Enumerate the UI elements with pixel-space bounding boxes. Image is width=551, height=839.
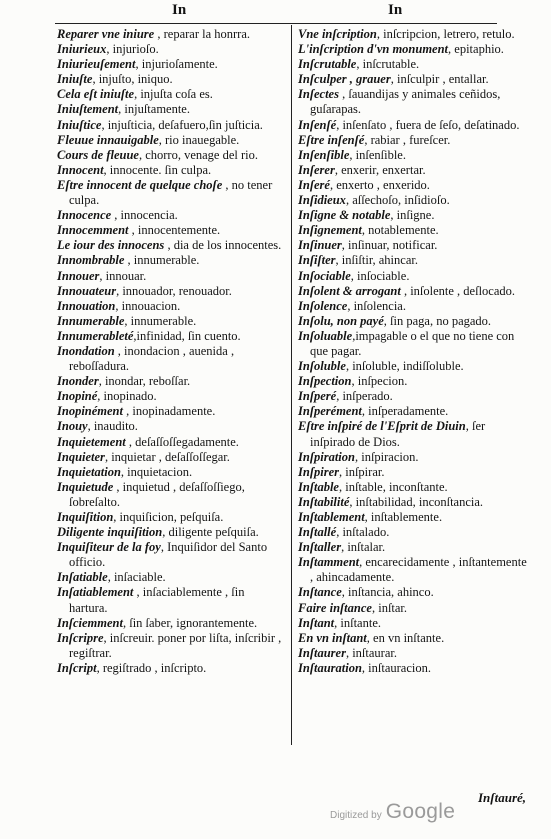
entry-headword: Inquiſition [57, 510, 114, 524]
entry-definition: , inquiſicion, peſquiſa. [113, 510, 224, 524]
entry-definition: , ſin ſaber, ignorantemente. [122, 615, 258, 630]
entry-definition: , innumerable. [124, 313, 197, 328]
entry-definition: , inſperadamente. [361, 404, 449, 419]
entry-headword: Inſectes [298, 87, 339, 102]
dictionary-entry [57, 631, 286, 661]
entry-headword: Inquieter [57, 449, 105, 464]
entry-definition: , encarecidamente , inſtantemente , ahincadamente. [310, 555, 527, 585]
entry-headword: Innouation [57, 298, 116, 313]
entry-headword: Inopinément [57, 404, 123, 419]
entry-headword: Fleuue innauigable [57, 132, 159, 147]
dictionary-entry [298, 450, 530, 465]
entry-definition: , inaudito. [87, 419, 138, 434]
dictionary-entry [57, 480, 286, 510]
entry-headword: Inondation [57, 343, 115, 358]
entry-headword: Inquietation [57, 464, 121, 479]
dictionary-entry [298, 178, 530, 193]
entry-headword: L'inſcription d'vn monument [298, 42, 449, 57]
dictionary-entry [57, 253, 286, 268]
entry-definition: , Inquiſidor del Santo officio. [69, 540, 268, 570]
entry-headword: Inouy [57, 419, 88, 434]
entry-definition: , inſcreuir. poner por liſta, inſcribir , regiſtrar. [69, 630, 282, 660]
entry-headword: Innocent [57, 162, 104, 177]
entry-definition: , innouacion. [115, 298, 181, 313]
entry-headword: Innouateur [57, 283, 117, 298]
dictionary-entry [298, 404, 530, 419]
entry-headword: Innumerable [57, 313, 125, 328]
dictionary-entry [298, 525, 530, 540]
entry-headword: Inſperé [298, 389, 337, 404]
dictionary-entry [298, 27, 530, 42]
dictionary-entry [298, 585, 530, 600]
dictionary-entry [298, 148, 530, 163]
entry-headword: Innumerableté [57, 328, 134, 343]
entry-headword: Inſcrutable [298, 57, 357, 72]
dictionary-entry [298, 87, 530, 117]
dictionary-entry [298, 510, 530, 525]
entry-definition: ,infinidad, ſin cuento. [133, 328, 241, 343]
entry-headword: Inſtallé [298, 525, 337, 540]
entry-headword: Reparer vne iniure [57, 27, 155, 41]
entry-definition: , innouador, renouador. [116, 283, 232, 298]
entry-definition: , inondacion , auenida , reboſſadura. [69, 343, 235, 374]
entry-definition: , inſtablemente. [364, 510, 443, 524]
entry-headword: Eſtre inſpiré de l'Eſprit de Diuin [298, 419, 466, 434]
dictionary-entry [298, 193, 530, 208]
dictionary-entry [57, 450, 286, 465]
entry-headword: Inſolent & arrogant [298, 283, 401, 298]
entry-definition: , inſperado. [336, 389, 393, 404]
entry-headword: Inſperément [298, 404, 362, 419]
dictionary-entry [57, 72, 286, 87]
entry-definition: , injuſta coſa es. [134, 87, 213, 102]
entry-definition: , inſcrutable. [356, 57, 420, 72]
dictionary-entry [298, 555, 530, 585]
dictionary-entry [298, 616, 530, 631]
entry-headword: Inſpection [298, 374, 352, 389]
dictionary-entry [57, 419, 286, 434]
entry-headword: Iniurieuſement [57, 57, 136, 72]
entry-definition: , inſenſato , fuera de ſeſo, deſatinado. [336, 117, 520, 132]
entry-definition: , chorro, venage del rio. [138, 147, 259, 162]
running-head-left: In [172, 2, 187, 18]
entry-definition: , enxerir, enxertar. [334, 162, 426, 177]
entry-headword: Faire inſtance [298, 600, 372, 615]
entry-definition: , inſtalar. [341, 540, 386, 555]
entry-headword: Inſtaurer [298, 645, 346, 660]
entry-definition: , injuſticia, deſafuero,ſin juſticia. [101, 117, 263, 132]
entry-headword: Innocence [57, 208, 112, 223]
dictionary-entry [57, 616, 286, 631]
entry-headword: Inopiné [57, 389, 98, 404]
entry-headword: Iniuſtement [57, 102, 119, 117]
entry-definition: , inſtancia, ahinco. [341, 585, 434, 600]
google-logo: Google [385, 800, 456, 823]
dictionary-entry [298, 646, 530, 661]
entry-headword: Inſtablement [298, 510, 365, 524]
entry-definition: , regiſtrado , inſcripto. [96, 660, 207, 675]
dictionary-entry [298, 419, 530, 449]
entry-definition: , rio inauegable. [158, 132, 240, 147]
dictionary-entry [298, 631, 530, 646]
dictionary-entry [298, 299, 530, 314]
dictionary-entry [57, 238, 286, 253]
entry-headword: Eſtre innocent de quelque choſe [57, 177, 223, 192]
entry-definition: , innocente. ſin culpa. [103, 162, 212, 177]
dictionary-entry [298, 314, 530, 329]
dictionary-entry [57, 102, 286, 117]
left-column [57, 27, 286, 676]
entry-definition: , aſſechoſo, inſidioſo. [345, 193, 450, 208]
column-divider [291, 25, 292, 745]
entry-headword: Inſcripre [57, 630, 104, 645]
dictionary-entry [57, 42, 286, 57]
dictionary-entry [57, 585, 286, 615]
dictionary-entry [57, 163, 286, 178]
entry-definition: , inſaciable. [107, 570, 166, 585]
dictionary-entry [57, 269, 286, 284]
dictionary-entry [57, 208, 286, 223]
entry-definition: , inopinado. [97, 389, 157, 404]
entry-definition: ,impagable o el que no tiene con que pagar. [310, 328, 515, 358]
entry-definition: , inſociable. [350, 268, 410, 283]
dictionary-entry [298, 238, 530, 253]
entry-definition: , epitaphio. [448, 42, 504, 57]
dictionary-entry [57, 389, 286, 404]
entry-headword: Inſtance [298, 585, 342, 600]
entry-definition: , inſpiracion. [354, 449, 419, 464]
dictionary-entry [57, 329, 286, 344]
entry-definition: , injuſto, iniquo. [92, 72, 173, 87]
entry-definition: , inſtalado. [336, 525, 390, 540]
dictionary-entry [298, 601, 530, 616]
entry-definition: , injurioſamente. [135, 57, 218, 72]
entry-definition: , inſtaurar. [345, 645, 397, 660]
entry-definition: , inſoluble, indiſſoluble. [345, 359, 464, 374]
entry-headword: Inſigne & notable [298, 208, 391, 223]
entry-definition: , innumerable. [124, 253, 200, 268]
entry-definition: , no tener culpa. [69, 177, 273, 208]
entry-headword: Inſenſible [298, 147, 350, 162]
entry-headword: Iniuſtice [57, 117, 102, 132]
dictionary-entry [57, 465, 286, 480]
dictionary-entry [57, 374, 286, 389]
dictionary-entry [57, 435, 286, 450]
dictionary-entry [57, 57, 286, 72]
dictionary-entry [57, 178, 286, 208]
entry-definition: , inſculpir , entallar. [390, 72, 489, 87]
entry-headword: Inſiſter [298, 253, 336, 268]
dictionary-entry [57, 344, 286, 374]
entry-definition: , ſin paga, no pagado. [383, 313, 492, 328]
dictionary-entry [298, 208, 530, 223]
dictionary-entry [298, 284, 530, 299]
entry-definition: , inſtabilidad, inconſtancia. [349, 494, 484, 509]
entry-headword: Inſoluable [298, 328, 353, 343]
entry-definition: , inſpirar. [338, 464, 385, 479]
entry-headword: Inſatiable [57, 570, 108, 585]
entry-headword: Inſociable [298, 268, 351, 283]
entry-definition: , innocencia. [111, 208, 178, 223]
entry-definition: , diligente peſquiſa. [162, 525, 259, 540]
header-rule [55, 23, 497, 24]
entry-definition: , injurioſo. [106, 42, 159, 57]
entry-definition: , inſaciablemente , ſin hartura. [69, 585, 245, 615]
dictionary-entry [57, 284, 286, 299]
dictionary-entry [298, 359, 530, 374]
entry-headword: Inſoluble [298, 359, 346, 374]
dictionary-entry [298, 480, 530, 495]
entry-definition: , rabiar , fureſcer. [364, 132, 451, 147]
dictionary-entry [298, 661, 530, 676]
entry-headword: Inſeré [298, 177, 330, 192]
entry-definition: , inſenſible. [349, 147, 406, 162]
dictionary-entry [57, 148, 286, 163]
entry-headword: Iniurieux [57, 42, 107, 57]
entry-headword: Inſidieux [298, 193, 346, 208]
entry-definition: , innouar. [99, 268, 147, 283]
dictionary-entry [298, 118, 530, 133]
entry-headword: Inſtable [298, 479, 339, 494]
entry-headword: Inſtabilité [298, 494, 350, 509]
entry-definition: , inondar, reboſſar. [98, 374, 191, 389]
dictionary-entry [57, 314, 286, 329]
entry-headword: Le iour des innocens [57, 238, 165, 253]
entry-definition: , inſtante. [334, 615, 382, 630]
entry-headword: En vn inſtant [298, 630, 367, 645]
dictionary-entry [298, 374, 530, 389]
entry-definition: , notablemente. [361, 223, 439, 238]
entry-headword: Inſtant [298, 615, 335, 630]
entry-headword: Vne inſcription [298, 27, 377, 41]
dictionary-entry [298, 389, 530, 404]
entry-definition: , inſcripcion, letrero, retulo. [376, 27, 515, 41]
entry-headword: Inſatiablement [57, 585, 134, 600]
entry-definition: , inquietacion. [120, 464, 193, 479]
dictionary-entry [57, 510, 286, 525]
dictionary-entry [57, 133, 286, 148]
dictionary-entry [57, 525, 286, 540]
entry-headword: Inquiſiteur de la foy [57, 540, 161, 555]
entry-headword: Innocemment [57, 223, 129, 238]
dictionary-entry [298, 253, 530, 268]
entry-headword: Inſtaller [298, 540, 342, 555]
entry-headword: Cela eſt iniuſte [57, 87, 135, 102]
entry-definition: , injuſtamente. [118, 102, 190, 117]
dictionary-entry [57, 570, 286, 585]
entry-headword: Inſtauration [298, 660, 362, 675]
dictionary-entry [298, 72, 530, 87]
entry-definition: , inſtar. [371, 600, 408, 615]
running-head-right: In [388, 2, 403, 18]
entry-headword: Inſerer [298, 162, 335, 177]
entry-definition: , inſiſtir, ahincar. [335, 253, 418, 268]
dictionary-entry [57, 223, 286, 238]
dictionary-entry [298, 57, 530, 72]
entry-headword: Inſolu, non payé [298, 313, 384, 328]
dictionary-entry [57, 118, 286, 133]
entry-headword: Inſpirer [298, 464, 339, 479]
dictionary-entry [298, 465, 530, 480]
entry-headword: Inſciemment [57, 615, 123, 630]
entry-headword: Iniuſte [57, 72, 93, 87]
entry-definition: , en vn inſtante. [366, 630, 445, 645]
dictionary-entry [57, 540, 286, 570]
entry-definition: , reparar la honrra. [154, 27, 251, 41]
entry-definition: , inſigne. [390, 208, 435, 223]
entry-definition: , inſtable, inconſtante. [338, 479, 448, 494]
entry-definition: , inſolente , deſlocado. [400, 283, 516, 298]
right-column [298, 27, 530, 676]
entry-definition: , inopinadamente. [123, 404, 216, 419]
entry-definition: , ſauandijas y animales ceñidos, guſarapas. [310, 87, 501, 117]
catchword: Inſtauré, [478, 790, 527, 805]
digitized-by-label: Digitized by [330, 810, 382, 821]
entry-headword: Inſpiration [298, 449, 355, 464]
dictionary-entry [298, 540, 530, 555]
entry-definition: , inſinuar, notificar. [341, 238, 438, 253]
entry-definition: , inquietud , deſaſſoſſiego, ſobreſalto. [69, 479, 245, 509]
dictionary-entry [298, 133, 530, 148]
dictionary-entry [57, 87, 286, 102]
entry-headword: Eſtre inſenſé [298, 132, 365, 147]
entry-headword: Inſtamment [298, 555, 360, 570]
dictionary-entry [57, 404, 286, 419]
entry-headword: Inſcript [57, 660, 97, 675]
entry-definition: , inſtauracion. [361, 660, 431, 675]
entry-definition: , dia de los innocentes. [164, 238, 282, 253]
dictionary-entry [57, 661, 286, 676]
entry-definition: , ſer inſpirado de Dios. [310, 419, 486, 449]
entry-definition: , deſaſſoſſegadamente. [125, 434, 239, 449]
entry-headword: Inſignement [298, 223, 362, 238]
dictionary-entry [298, 163, 530, 178]
entry-headword: Cours de fleuue [57, 147, 139, 162]
dictionary-entry [57, 27, 286, 42]
entry-definition: , inſpecion. [351, 374, 408, 389]
entry-definition: , enxerto , enxerido. [329, 177, 430, 192]
dictionary-entry [298, 269, 530, 284]
entry-headword: Inſculper , grauer [298, 72, 391, 87]
entry-definition: , innocentemente. [128, 223, 221, 238]
entry-headword: Inſinuer [298, 238, 342, 253]
digitized-by-watermark [330, 800, 455, 824]
entry-headword: Inſenſé [298, 117, 337, 132]
entry-headword: Inquietement [57, 434, 126, 449]
entry-definition: , inquietar , deſaſſoſſegar. [104, 449, 230, 464]
entry-headword: Innombrable [57, 253, 125, 268]
entry-headword: Inonder [57, 374, 99, 389]
dictionary-entry [298, 495, 530, 510]
entry-headword: Inquietude [57, 479, 114, 494]
entry-definition: , inſolencia. [347, 298, 406, 313]
entry-headword: Diligente inquiſition [57, 525, 163, 540]
dictionary-entry [298, 42, 530, 57]
dictionary-entry [298, 329, 530, 359]
dictionary-entry [57, 299, 286, 314]
dictionary-entry [298, 223, 530, 238]
entry-headword: Innouer [57, 268, 100, 283]
entry-headword: Inſolence [298, 298, 348, 313]
